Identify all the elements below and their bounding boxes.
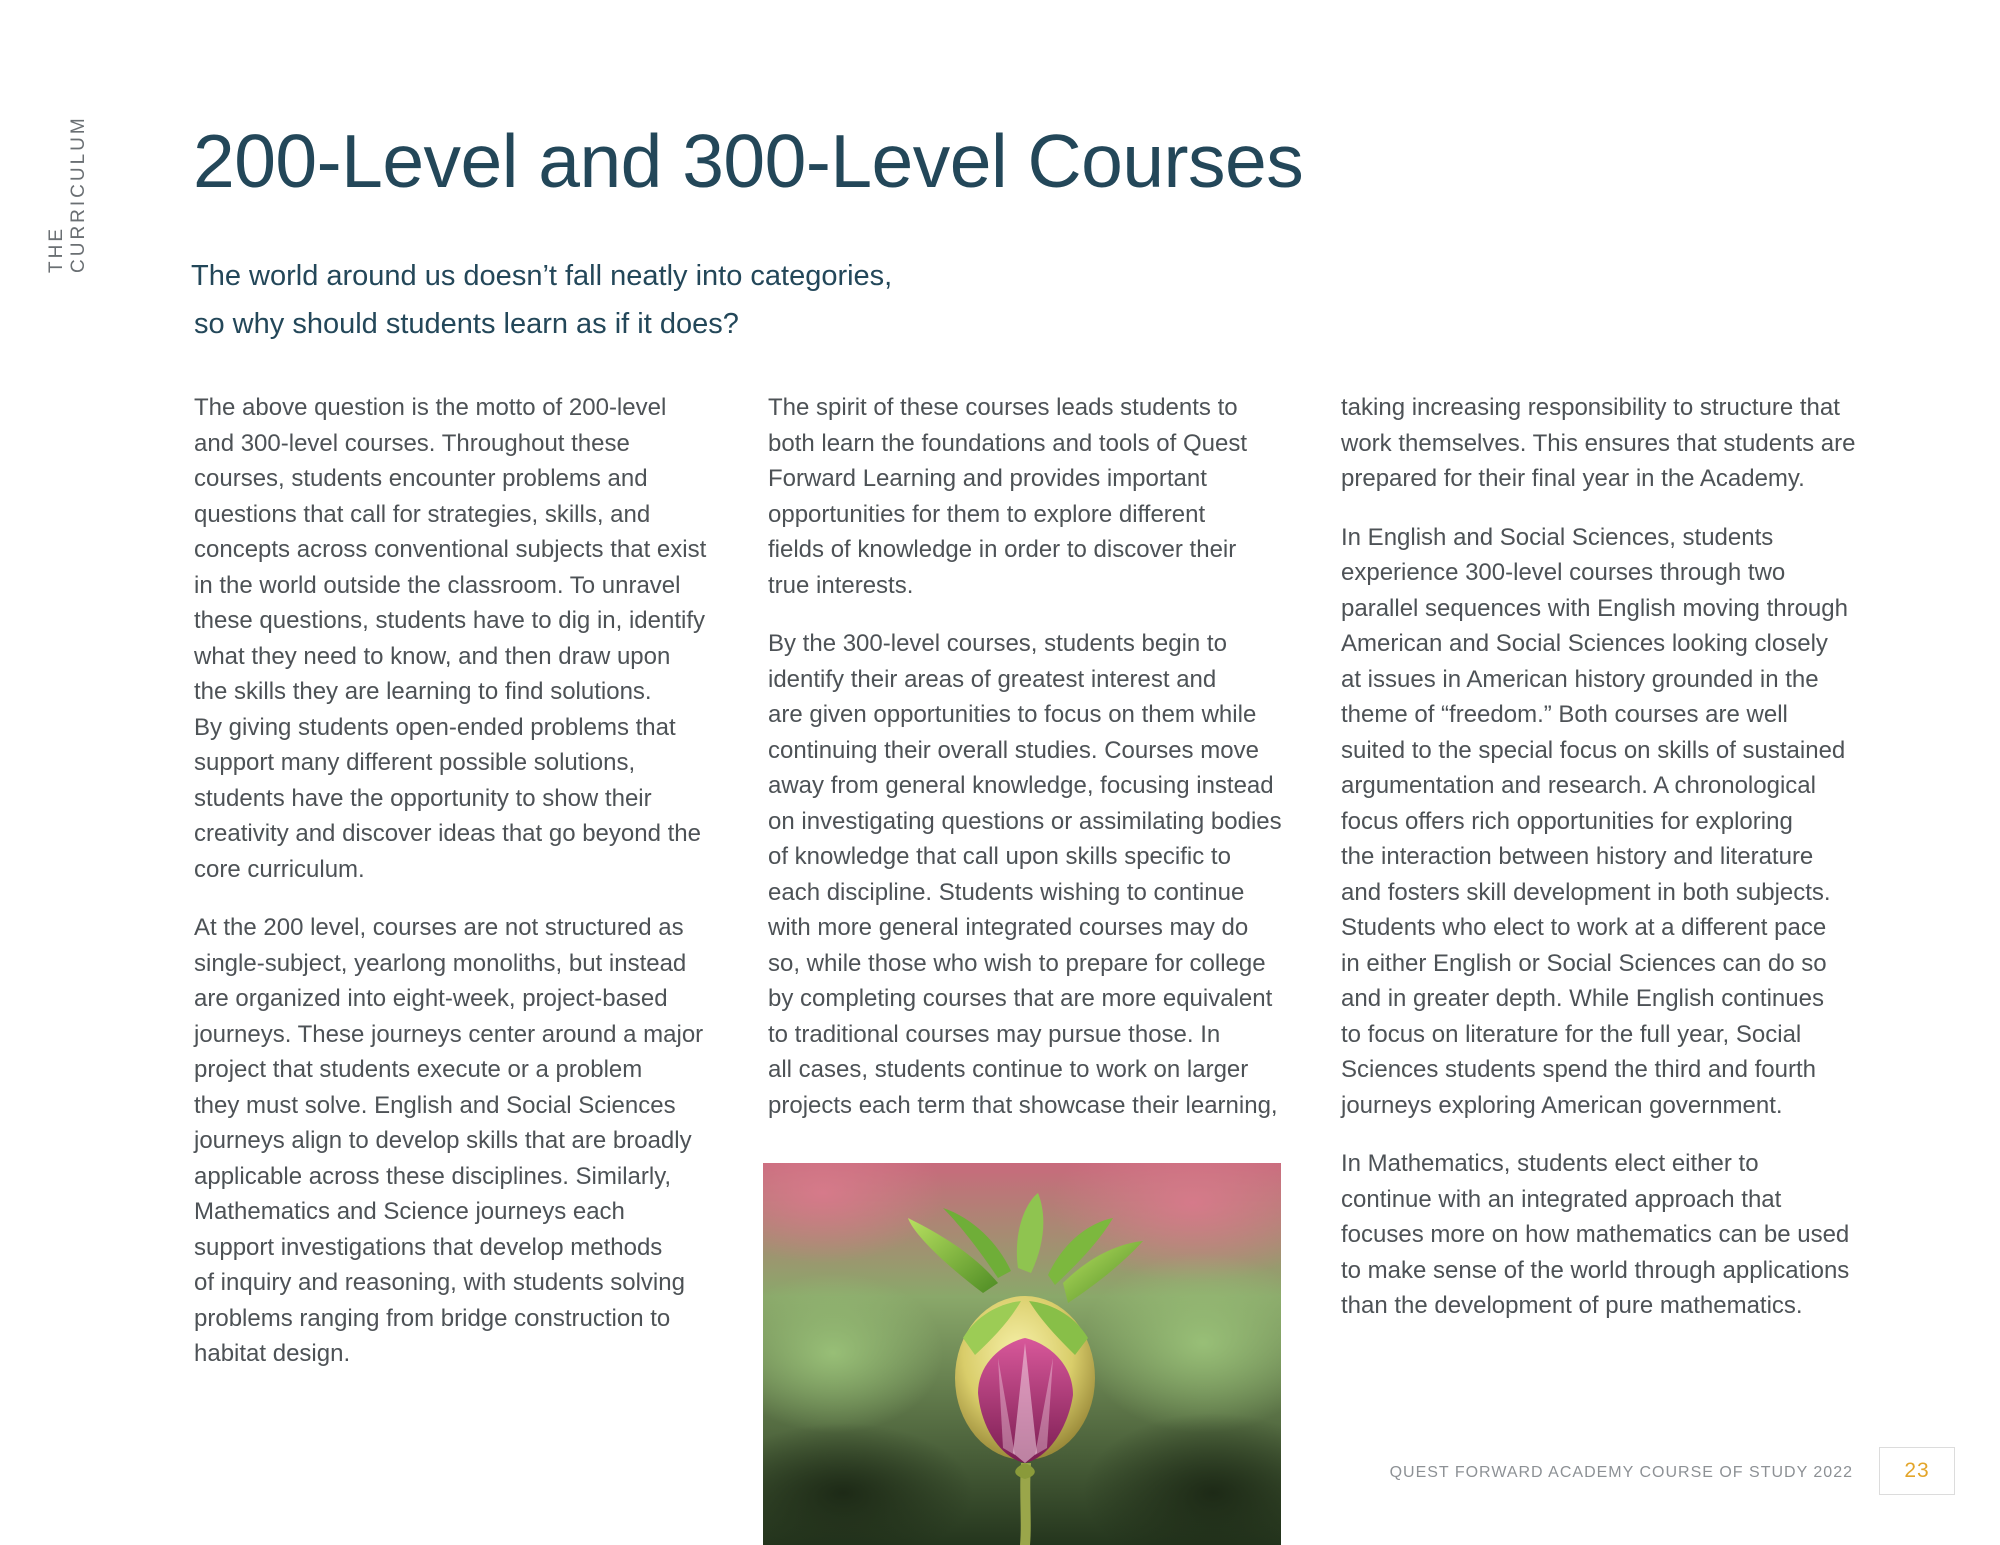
text-line: work themselves. This ensures that students are	[1341, 429, 1856, 457]
publication-footer: QUEST FORWARD ACADEMY COURSE OF STUDY 2022	[1389, 1464, 1853, 1481]
text-line: fields of knowledge in order to discover their	[768, 536, 1237, 563]
paragraph	[1341, 1146, 1901, 1324]
text-line: true interests.	[768, 571, 914, 599]
section-label: THE CURRICULUM	[46, 115, 89, 273]
text-line: Students who elect to work at a different pace	[1341, 914, 1827, 941]
text-line: and fosters skill development in both subjects.	[1341, 878, 1831, 906]
text-line: to make sense of the world through applications	[1341, 1256, 1850, 1284]
text-line: the skills they are learning to find solutions.	[194, 678, 652, 705]
text-line: journeys. These journeys center around a major	[194, 1020, 704, 1048]
subtitle-line-1: The world around us doesn’t fall neatly into categories,	[191, 260, 893, 292]
text-line: At the 200 level, courses are not structured as	[194, 914, 684, 941]
subtitle-line-2: so why should students learn as if it does?	[194, 308, 739, 340]
text-line: By the 300-level courses, students begin to	[768, 630, 1227, 657]
text-line: both learn the foundations and tools of Quest	[768, 429, 1248, 457]
text-line: these questions, students have to dig in, identify	[194, 607, 705, 634]
text-line: Forward Learning and provides important	[768, 465, 1207, 492]
text-line: courses, students encounter problems and	[194, 465, 648, 492]
paragraph	[768, 626, 1328, 1123]
text-line: than the development of pure mathematics.	[1341, 1292, 1803, 1319]
paragraph	[194, 390, 754, 887]
text-line: in the world outside the classroom. To unravel	[194, 571, 681, 599]
text-line: all cases, students continue to work on larger	[768, 1056, 1249, 1083]
text-line: continue with an integrated approach that	[1341, 1185, 1782, 1213]
text-line: they must solve. English and Social Sciences	[194, 1091, 676, 1119]
page-number: 23	[1879, 1447, 1955, 1495]
text-line: journeys align to develop skills that are broadly	[194, 1127, 692, 1154]
text-line: focus offers rich opportunities for exploring	[1341, 807, 1793, 835]
text-line: Mathematics and Science journeys each	[194, 1198, 625, 1225]
text-line: prepared for their final year in the Academy.	[1341, 465, 1805, 492]
text-line: at issues in American history grounded in the	[1341, 665, 1819, 693]
text-line: In English and Social Sciences, students	[1341, 523, 1774, 551]
text-line: theme of “freedom.” Both courses are well	[1341, 701, 1788, 728]
text-line: on investigating questions or assimilating bodies	[768, 807, 1282, 835]
text-line: so, while those who wish to prepare for college	[768, 949, 1266, 977]
text-line: questions that call for strategies, skills, and	[194, 500, 651, 528]
text-line: The above question is the motto of 200-level	[194, 394, 667, 421]
text-line: In Mathematics, students elect either to	[1341, 1150, 1759, 1177]
text-line: students have the opportunity to show their	[194, 784, 652, 812]
text-line: continuing their overall studies. Courses move	[768, 736, 1259, 764]
text-line: are given opportunities to focus on them while	[768, 701, 1257, 728]
text-line: what they need to know, and then draw upon	[194, 642, 671, 670]
text-line: projects each term that showcase their learning,	[768, 1091, 1278, 1119]
text-line: by completing courses that are more equivalent	[768, 985, 1273, 1012]
text-line: problems ranging from bridge construction to	[194, 1304, 671, 1332]
text-line: each discipline. Students wishing to continue	[768, 878, 1245, 906]
text-line: to focus on literature for the full year, Social	[1341, 1020, 1802, 1048]
text-line: American and Social Sciences looking closely	[1341, 630, 1828, 657]
text-line: taking increasing responsibility to structure that	[1341, 394, 1840, 421]
paragraph	[768, 390, 1328, 603]
text-line: concepts across conventional subjects that exist	[194, 536, 707, 563]
text-column-3	[1341, 390, 1901, 1347]
text-column-1	[194, 390, 754, 1395]
text-line: Sciences students spend the third and fourth	[1341, 1056, 1816, 1083]
text-line: argumentation and research. A chronological	[1341, 772, 1816, 799]
subtitle	[191, 252, 892, 348]
text-line: suited to the special focus on skills of sustained	[1341, 736, 1846, 764]
text-line: habitat design.	[194, 1340, 351, 1367]
paragraph	[1341, 390, 1901, 497]
paragraph	[1341, 520, 1901, 1124]
text-line: and 300-level courses. Throughout these	[194, 429, 630, 457]
text-line: of inquiry and reasoning, with students solving	[194, 1269, 685, 1296]
text-line: journeys exploring American government.	[1341, 1091, 1783, 1119]
text-line: are organized into eight-week, project-based	[194, 985, 668, 1012]
text-line: creativity and discover ideas that go beyond the	[194, 820, 701, 847]
text-line: project that students execute or a problem	[194, 1056, 643, 1083]
text-line: The spirit of these courses leads students to	[768, 394, 1238, 421]
page-title: 200-Level and 300-Level Courses	[193, 119, 1304, 203]
text-line: support investigations that develop methods	[194, 1233, 663, 1261]
text-line: identify their areas of greatest interest and	[768, 665, 1217, 693]
text-line: core curriculum.	[194, 855, 365, 883]
text-line: experience 300-level courses through two	[1341, 559, 1786, 586]
text-line: in either English or Social Sciences can do so	[1341, 949, 1827, 977]
text-line: to traditional courses may pursue those. In	[768, 1020, 1221, 1048]
text-line: and in greater depth. While English continues	[1341, 985, 1824, 1012]
text-line: support many different possible solutions,	[194, 749, 636, 776]
text-line: away from general knowledge, focusing instead	[768, 772, 1274, 799]
text-line: of knowledge that call upon skills specific to	[768, 843, 1231, 870]
text-line: applicable across these disciplines. Similarly,	[194, 1162, 672, 1190]
text-line: single-subject, yearlong monoliths, but instead	[194, 949, 687, 977]
flower-bud-photo	[763, 1163, 1281, 1545]
text-line: opportunities for them to explore different	[768, 500, 1206, 528]
text-line: the interaction between history and literature	[1341, 843, 1814, 870]
text-column-2	[768, 390, 1328, 1146]
text-line: with more general integrated courses may do	[768, 914, 1249, 941]
text-line: focuses more on how mathematics can be used	[1341, 1221, 1850, 1248]
text-line: By giving students open-ended problems that	[194, 713, 676, 741]
text-line: parallel sequences with English moving through	[1341, 594, 1848, 622]
paragraph	[194, 910, 754, 1372]
